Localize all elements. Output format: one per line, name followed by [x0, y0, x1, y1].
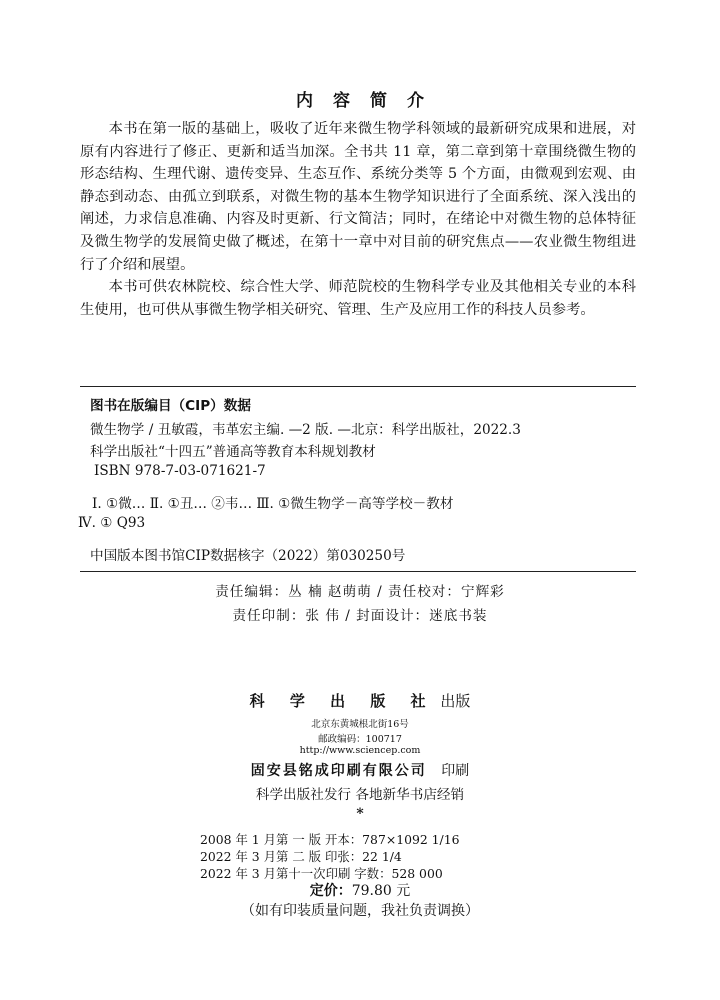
- cip-isbn: ISBN 978-7-03-071621-7: [94, 463, 266, 479]
- printer-name: 固安县铭成印刷有限公司: [250, 763, 427, 779]
- cip-line-series: 科学出版社“十四五”普通高等教育本科规划教材: [90, 444, 376, 460]
- publisher-line: [0, 690, 720, 711]
- publisher-postcode: 邮政编码：100717: [318, 734, 402, 745]
- printer-line: [0, 760, 720, 780]
- cip-heading: 图书在版编目（CIP）数据: [90, 398, 251, 414]
- quality-notice: （如有印装质量问题，我社负责调换）: [241, 903, 479, 919]
- cip-classification: Ⅰ. ①微… Ⅱ. ①丑… ②韦… Ⅲ. ①微生物学－高等学校－教材: [92, 496, 454, 512]
- cip-line-title: 微生物学 / 丑敏霞，韦革宏主编. —2 版. —北京：科学出版社，2022.3: [90, 422, 521, 438]
- printer-role: 印刷: [441, 763, 470, 779]
- cip-record-number: 中国版本图书馆CIP数据核字（2022）第030250号: [90, 548, 406, 564]
- credits-production: 责任印制：张 伟 / 封面设计：迷底书装: [232, 608, 488, 624]
- publisher-website: http://www.sciencep.com: [299, 745, 421, 756]
- imprint-second-edition: 2022 年 3 月第 二 版 印张：22 1/4: [200, 849, 402, 864]
- publisher-address: 北京东黄城根北街16号: [311, 719, 409, 730]
- price-value: 79.80 元: [351, 883, 411, 899]
- summary-paragraph: 本书在第一版的基础上，吸收了近年来微生物学科领域的最新研究成果和进展，对原有内容进行了修正、更新和适当加深。全书共 11 章，第二章到第十章围绕微生物的形态结构、生理代谢、遗传变异、生态互作、系统分类等 5 个方面，由微观到宏观、由静态到动态、由孤立到联系，对微生物的基本生物学知识进行了全面系统、深入浅出的阐述，力求信息准确、内容及时更新、行文简洁；同时，在绪论中对微生物的总体特征及微生物学的发展简史做了概述，在第十一章中对目前的研究焦点——农业微生物组进行了介绍和展望。: [80, 121, 636, 273]
- divider-bottom: [80, 571, 636, 572]
- distribution-line: 科学出版社发行 各地新华书店经销: [255, 787, 465, 803]
- summary-body: [80, 118, 636, 321]
- price-label: 定价：: [309, 883, 352, 899]
- separator-star: *: [356, 806, 364, 822]
- imprint-first-edition: 2008 年 1 月第 一 版 开本：787×1092 1/16: [200, 832, 460, 847]
- publisher-role: 出版: [440, 692, 471, 710]
- credits-editors: 责任编辑：丛 楠 赵萌萌 / 责任校对：宁辉彩: [215, 584, 505, 600]
- cip-classification-code: Ⅳ. ① Q93: [78, 515, 146, 531]
- divider-top: [80, 386, 636, 387]
- publisher-name: 科 学 出 版 社: [249, 692, 436, 710]
- price-line: [0, 880, 720, 900]
- summary-paragraph: 本书可供农林院校、综合性大学、师范院校的生物科学专业及其他相关专业的本科生使用，也可供从事微生物学相关研究、管理、生产及应用工作的科技人员参考。: [80, 279, 636, 318]
- imprint-printing: 2022 年 3 月第十一次印刷 字数：528 000: [200, 866, 443, 881]
- summary-title: 内容简介: [296, 91, 444, 111]
